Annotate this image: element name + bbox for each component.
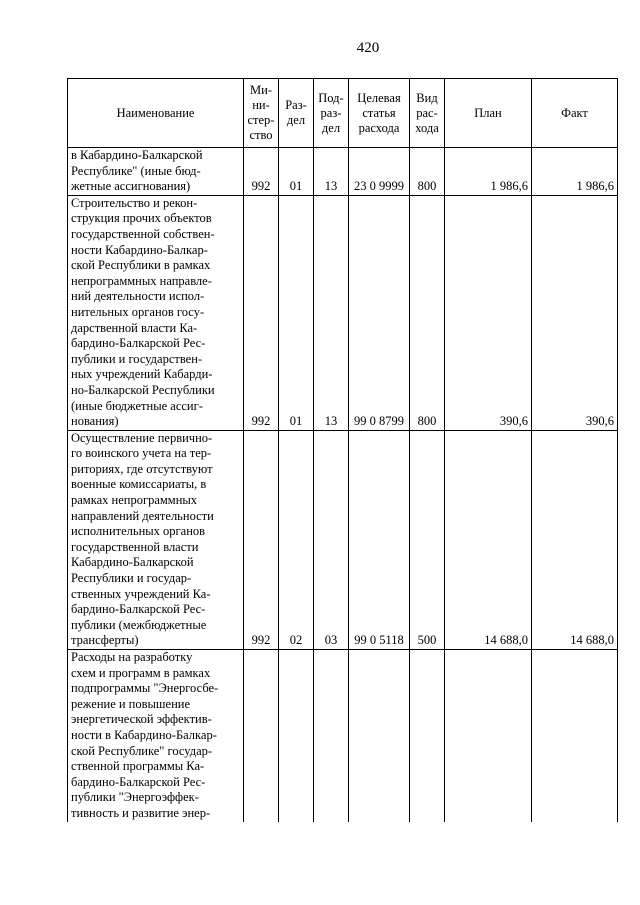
row-ministry	[244, 650, 279, 822]
row-name: Осуществление первично- го воинского учета на тер- риториях, где отсутствуют военные комиссариаты, в рамках непрограммных направлений деятельности исполнительных органов государственной власти Кабардино-Балкарской Республики и государ- ственных учреждений Ка- бардино-Балкарской Рес- публики (межбюджетные трансферты)	[68, 430, 244, 649]
row-name: Расходы на разработку схем и программ в рамках подпрограммы "Энергосбе- режение и повышение энергетической эффектив- ности в Кабардино-Балкар- ской Республике" государ- ственной программы Ка- бардино-Балкарской Рес- публики "Энергоэффек- тивность и развитие энер-	[68, 650, 244, 822]
row-expense-type: 800	[410, 148, 445, 196]
row-target: 99 0 5118	[349, 430, 410, 649]
row-name: в Кабардино-Балкарской Республике" (иные бюд- жетные ассигнования)	[68, 148, 244, 196]
budget-table	[67, 78, 618, 822]
table-row	[68, 148, 618, 196]
row-plan: 14 688,0	[445, 430, 532, 649]
table-row	[68, 430, 618, 649]
row-subsection: 13	[314, 148, 349, 196]
row-section	[279, 650, 314, 822]
row-expense-type: 800	[410, 195, 445, 430]
table-row	[68, 195, 618, 430]
row-plan	[445, 650, 532, 822]
row-name: Строительство и рекон- струкция прочих объектов государственной собствен- ности Кабардино-Балкар- ской Республики в рамках непрограммных направле- ний деятельности испол- нительных органов госу- дарственной власти Ка- бардино-Балкарской Рес- публики и государствен- ных учреждений Кабарди- но-Балкарской Республики (иные бюджетные ассиг- нования)	[68, 195, 244, 430]
row-ministry: 992	[244, 195, 279, 430]
row-expense-type: 500	[410, 430, 445, 649]
page-number: 420	[356, 40, 380, 56]
header-target: Целевая статья расхода	[349, 79, 410, 148]
header-plan: План	[445, 79, 532, 148]
row-section: 01	[279, 148, 314, 196]
row-fact: 1 986,6	[532, 148, 618, 196]
row-ministry: 992	[244, 430, 279, 649]
row-plan: 390,6	[445, 195, 532, 430]
table-row	[68, 650, 618, 822]
row-target: 23 0 9999	[349, 148, 410, 196]
row-subsection: 13	[314, 195, 349, 430]
row-plan: 1 986,6	[445, 148, 532, 196]
row-fact: 390,6	[532, 195, 618, 430]
header-subsection: Под- раз- дел	[314, 79, 349, 148]
header-name: Наименование	[68, 79, 244, 148]
row-subsection: 03	[314, 430, 349, 649]
row-ministry: 992	[244, 148, 279, 196]
row-section: 01	[279, 195, 314, 430]
table-header-row	[68, 79, 618, 148]
header-fact: Факт	[532, 79, 618, 148]
row-target	[349, 650, 410, 822]
row-fact: 14 688,0	[532, 430, 618, 649]
row-target: 99 0 8799	[349, 195, 410, 430]
row-section: 02	[279, 430, 314, 649]
row-expense-type	[410, 650, 445, 822]
header-section: Раз- дел	[279, 79, 314, 148]
header-expense-type: Вид рас- хода	[410, 79, 445, 148]
row-fact	[532, 650, 618, 822]
header-ministry: Ми- ни- стер- ство	[244, 79, 279, 148]
row-subsection	[314, 650, 349, 822]
